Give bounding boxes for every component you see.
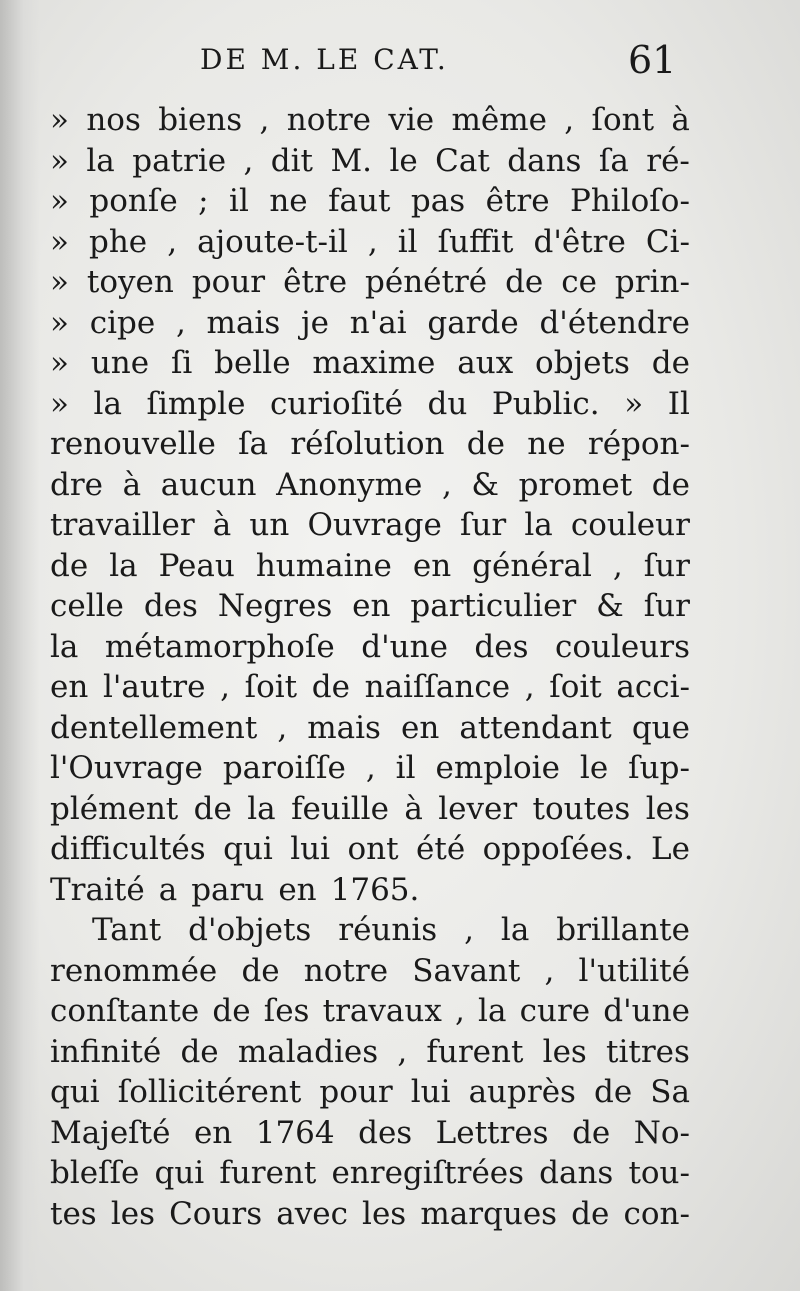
text-line: Majeſté en 1764 des Lettres de No-: [50, 1114, 690, 1151]
text-line: l'Ouvrage paroiſſe , il emploie le ſup-: [50, 750, 690, 786]
text-line: Traité a paru en 1765.: [50, 871, 420, 908]
text-line: » ponſe ; il ne faut pas être Philoſo-: [50, 183, 690, 219]
text-line: » la ſimple curioſité du Public. » Il: [50, 385, 690, 422]
text-line: » phe , ajoute-t-il , il ſuffit d'être Ci-: [50, 223, 690, 260]
body-text: [50, 100, 690, 1234]
text-line: » toyen pour être pénétré de ce prin-: [50, 264, 690, 300]
text-line: dre à aucun Anonyme , & promet de: [50, 466, 690, 503]
text-line: dentellement , mais en attendant que: [50, 709, 690, 746]
text-line: renouvelle ſa réſolution de ne répon-: [50, 426, 690, 462]
text-line: la métamorphoſe d'une des couleurs: [50, 628, 690, 665]
page-gutter-shadow: [0, 0, 40, 1291]
running-head-title: DE M. LE CAT.: [200, 43, 449, 76]
text-line: de la Peau humaine en général , ſur: [50, 547, 690, 584]
text-line: » nos biens , notre vie même , ſont à: [50, 102, 690, 138]
running-head: [200, 38, 449, 78]
text-line: Tant d'objets réunis , la brillante: [92, 912, 690, 948]
text-line: » la patrie , dit M. le Cat dans ſa ré-: [50, 142, 690, 179]
text-line: conſtante de ſes travaux , la cure d'une: [50, 993, 690, 1029]
text-line: bleſſe qui furent enregiſtrées dans tou-: [50, 1155, 690, 1191]
page-number: 61: [628, 38, 677, 82]
text-line: travailler à un Ouvrage ſur la couleur: [50, 507, 690, 543]
text-line: qui ſollicitérent pour lui auprès de Sa: [50, 1074, 690, 1110]
text-line: celle des Negres en particulier & ſur: [50, 588, 690, 624]
text-line: tes les Cours avec les marques de con-: [50, 1195, 690, 1232]
text-line: » une ſi belle maxime aux objets de: [50, 345, 690, 381]
text-line: renommée de notre Savant , l'utilité: [50, 952, 690, 989]
text-line: infinité de maladies , furent les titres: [50, 1033, 690, 1070]
text-line: difficultés qui lui ont été oppoſées. Le: [50, 831, 690, 867]
text-line: » cipe , mais je n'ai garde d'étendre: [50, 304, 690, 341]
text-line: en l'autre , ſoit de naiſſance , ſoit acci-: [50, 669, 690, 705]
text-line: plément de la feuille à lever toutes les: [50, 790, 690, 827]
